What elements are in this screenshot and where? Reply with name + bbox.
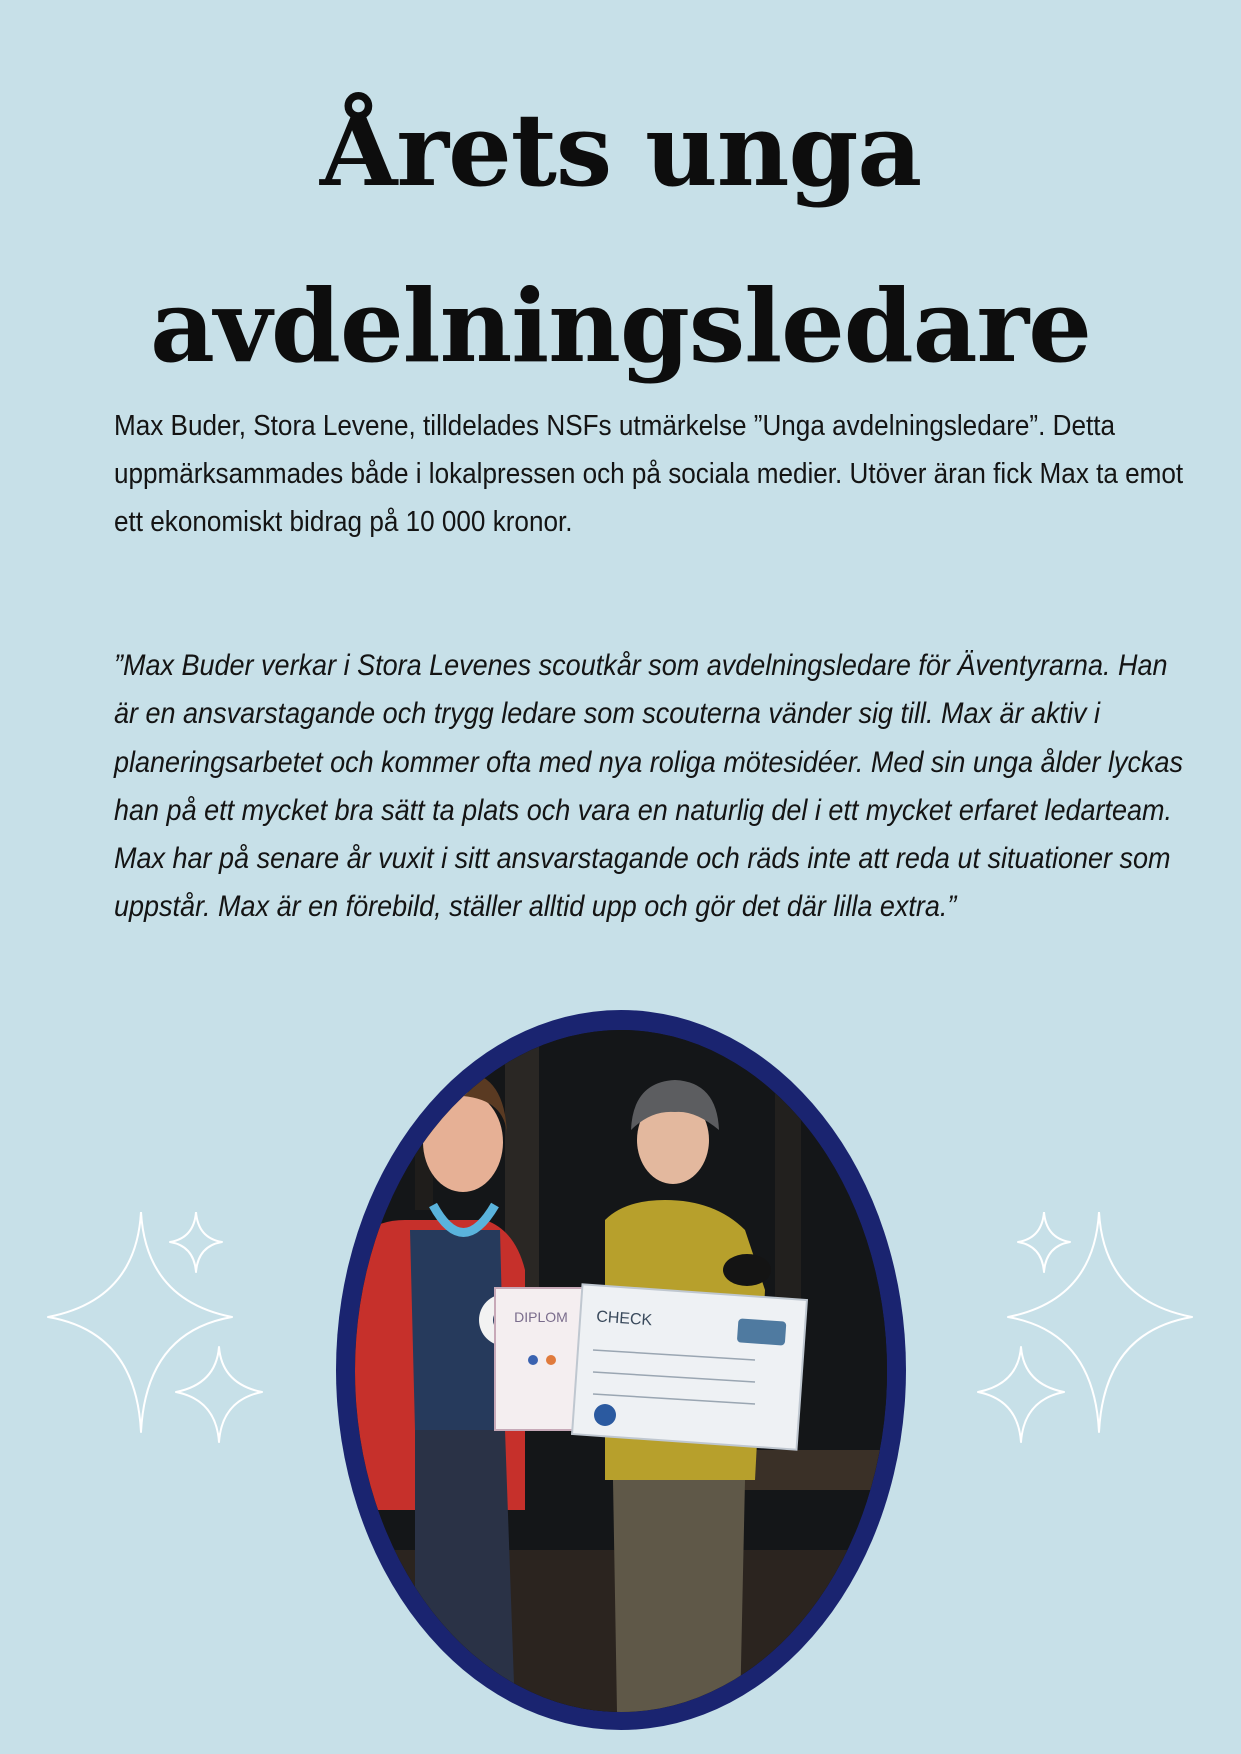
intro-paragraph: Max Buder, Stora Levene, tilldelades NSFs utmärkelse ”Unga avdelningsledare”. Detta uppmärksammades både i lokalpressen och på sociala medier. Utöver äran fick Max ta emot ett ekonomiskt bidrag på 10 000 kronor. (114, 410, 1184, 538)
diploma-label: DIPLOM (514, 1309, 568, 1325)
award-photo-illustration (355, 1030, 887, 1712)
page-title (0, 62, 1241, 414)
check-label: CHECK (595, 1308, 653, 1330)
title-line-2: avdelningsledare (150, 267, 1091, 385)
award-photo (355, 1030, 887, 1712)
title-line-1: Årets unga (319, 91, 922, 209)
sparkles-right-icon (966, 1212, 1196, 1472)
sparkles-left-icon (44, 1212, 274, 1472)
quote-paragraph: ”Max Buder verkar i Stora Levenes scoutkår som avdelningsledare för Äventyrarna. Han är en ansvarstagande och trygg ledare som scouterna vänder sig till. Max är aktiv i planeringsarbetet och kommer ofta med nya roliga mötesidéer. Med sin unga ålder lyckas han på ett mycket bra sätt ta plats och vara en naturlig del i ett mycket erfaret ledarteam. Max har på senare år vuxit i sitt ansvarstagande och räds inte att reda ut situationer som uppstår. Max är en förebild, ställer alltid upp och gör det där lilla extra.” (114, 649, 1184, 924)
